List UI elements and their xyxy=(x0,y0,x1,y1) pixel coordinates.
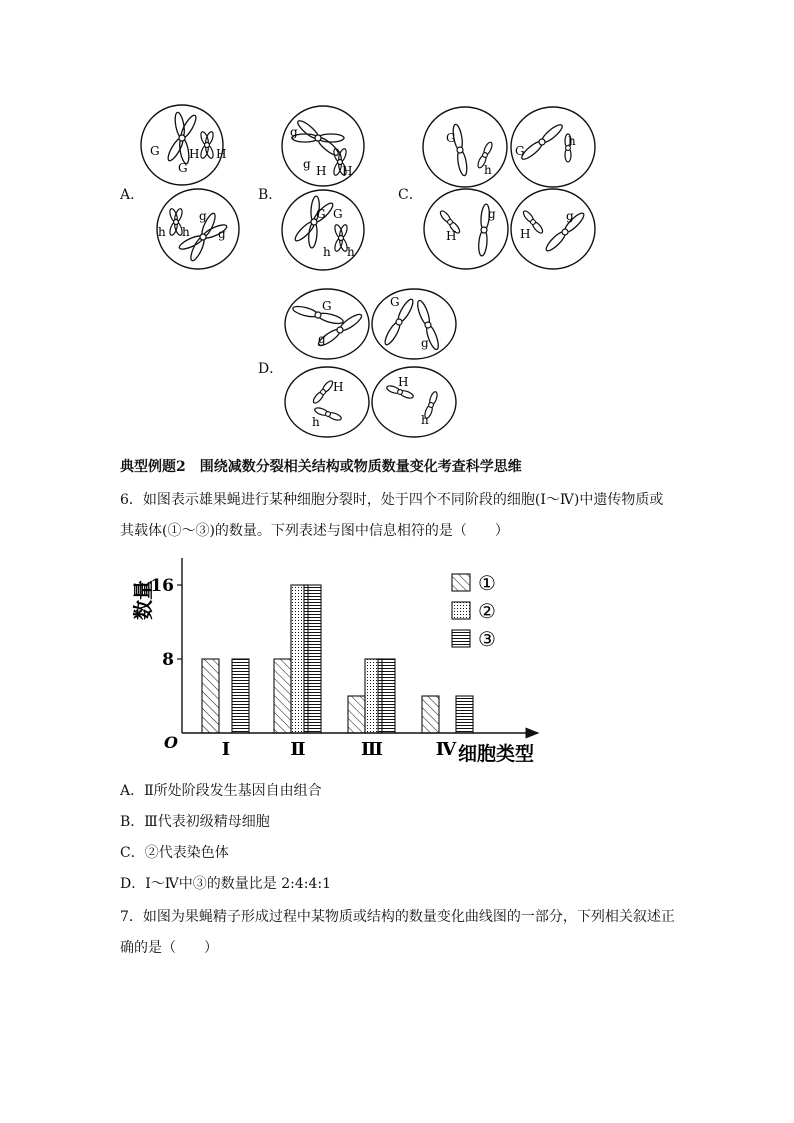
bar-4-series-1 xyxy=(422,696,439,733)
y-axis-label: 数量 xyxy=(131,580,155,620)
svg-text:H: H xyxy=(316,164,327,178)
svg-text:H: H xyxy=(446,229,457,243)
option-b-label: B． xyxy=(258,187,283,203)
svg-text:G: G xyxy=(150,144,160,158)
q6-option-c: C．②代表染色体 xyxy=(120,845,229,861)
svg-text:G: G xyxy=(515,144,525,158)
svg-text:G: G xyxy=(446,131,456,145)
y-tick-label: 16 xyxy=(150,576,174,596)
svg-text:g: g xyxy=(290,125,298,139)
svg-text:h: h xyxy=(568,134,576,148)
option-c-figure xyxy=(423,107,595,269)
svg-text:H: H xyxy=(342,164,353,178)
bar-chart xyxy=(120,550,560,775)
svg-text:H: H xyxy=(398,375,409,389)
option-d-label: D． xyxy=(258,361,284,377)
svg-text:g: g xyxy=(421,336,429,350)
x-tick-label: Ⅳ xyxy=(435,739,457,760)
svg-text:G: G xyxy=(316,207,326,221)
svg-text:h: h xyxy=(421,413,429,427)
legend-label-2: ② xyxy=(478,599,496,623)
x-tick-label: Ⅲ xyxy=(361,739,383,760)
svg-text:g: g xyxy=(303,157,311,171)
svg-text:H: H xyxy=(520,227,531,241)
section-heading: 典型例题2 围绕减数分裂相关结构或物质数量变化考查科学思维 xyxy=(120,459,522,475)
svg-text:G: G xyxy=(178,161,188,175)
svg-text:h: h xyxy=(158,225,166,239)
option-d-figure xyxy=(285,289,456,437)
x-tick-label: Ⅱ xyxy=(290,739,306,760)
bar-3-series-1 xyxy=(348,696,365,733)
x-tick-label: Ⅰ xyxy=(221,739,231,760)
svg-text:g: g xyxy=(199,209,207,223)
q6-line1: 6．如图表示雄果蝇进行某种细胞分裂时，处于四个不同阶段的细胞(Ⅰ～Ⅳ)中遗传物质或 xyxy=(120,492,664,508)
legend-swatch-2 xyxy=(452,602,470,619)
bar-1-series-1 xyxy=(202,659,219,733)
svg-text:H: H xyxy=(216,147,227,161)
q6-option-a: A．Ⅱ所处阶段发生基因自由组合 xyxy=(120,783,322,799)
q7-line2: 确的是（ ） xyxy=(120,940,218,956)
svg-text:H: H xyxy=(189,147,200,161)
svg-text:h: h xyxy=(323,245,331,259)
svg-text:G: G xyxy=(333,207,343,221)
option-a-figure xyxy=(141,105,239,269)
q7-line1: 7．如图为果蝇精子形成过程中某物质或结构的数量变化曲线图的一部分，下列相关叙述正 xyxy=(120,909,675,925)
chromosome-figures xyxy=(0,0,794,450)
svg-text:G: G xyxy=(390,295,400,309)
bar-4-series-3 xyxy=(456,696,473,733)
origin-label: O xyxy=(164,733,178,752)
svg-text:h: h xyxy=(312,415,320,429)
q6-line2: 其载体(①～③)的数量。下列表述与图中信息相符的是（ ） xyxy=(120,523,509,539)
bar-1-series-3 xyxy=(232,659,249,733)
legend-swatch-3 xyxy=(452,630,470,647)
bar-3-series-3 xyxy=(378,659,395,733)
option-c-label: C． xyxy=(398,187,423,203)
q6-option-b: B．Ⅲ代表初级精母细胞 xyxy=(120,814,270,830)
svg-text:h: h xyxy=(347,245,355,259)
bar-2-series-3 xyxy=(304,585,321,733)
legend-label-1: ① xyxy=(478,571,496,595)
svg-text:H: H xyxy=(333,380,344,394)
svg-text:h: h xyxy=(484,163,492,177)
option-a-label: A． xyxy=(120,187,145,203)
svg-text:g: g xyxy=(318,332,326,346)
y-tick-label: 8 xyxy=(162,650,174,670)
option-b-figure xyxy=(282,106,364,270)
x-axis-label: 细胞类型 xyxy=(458,743,535,765)
svg-text:g: g xyxy=(566,209,574,223)
svg-text:g: g xyxy=(218,227,226,241)
bar-2-series-1 xyxy=(274,659,291,733)
svg-text:g: g xyxy=(488,207,496,221)
legend-swatch-1 xyxy=(452,574,470,591)
svg-text:G: G xyxy=(322,299,332,313)
q6-option-d: D．Ⅰ～Ⅳ中③的数量比是 2:4:4:1 xyxy=(120,876,331,892)
legend-label-3: ③ xyxy=(478,627,496,651)
svg-text:h: h xyxy=(182,225,190,239)
